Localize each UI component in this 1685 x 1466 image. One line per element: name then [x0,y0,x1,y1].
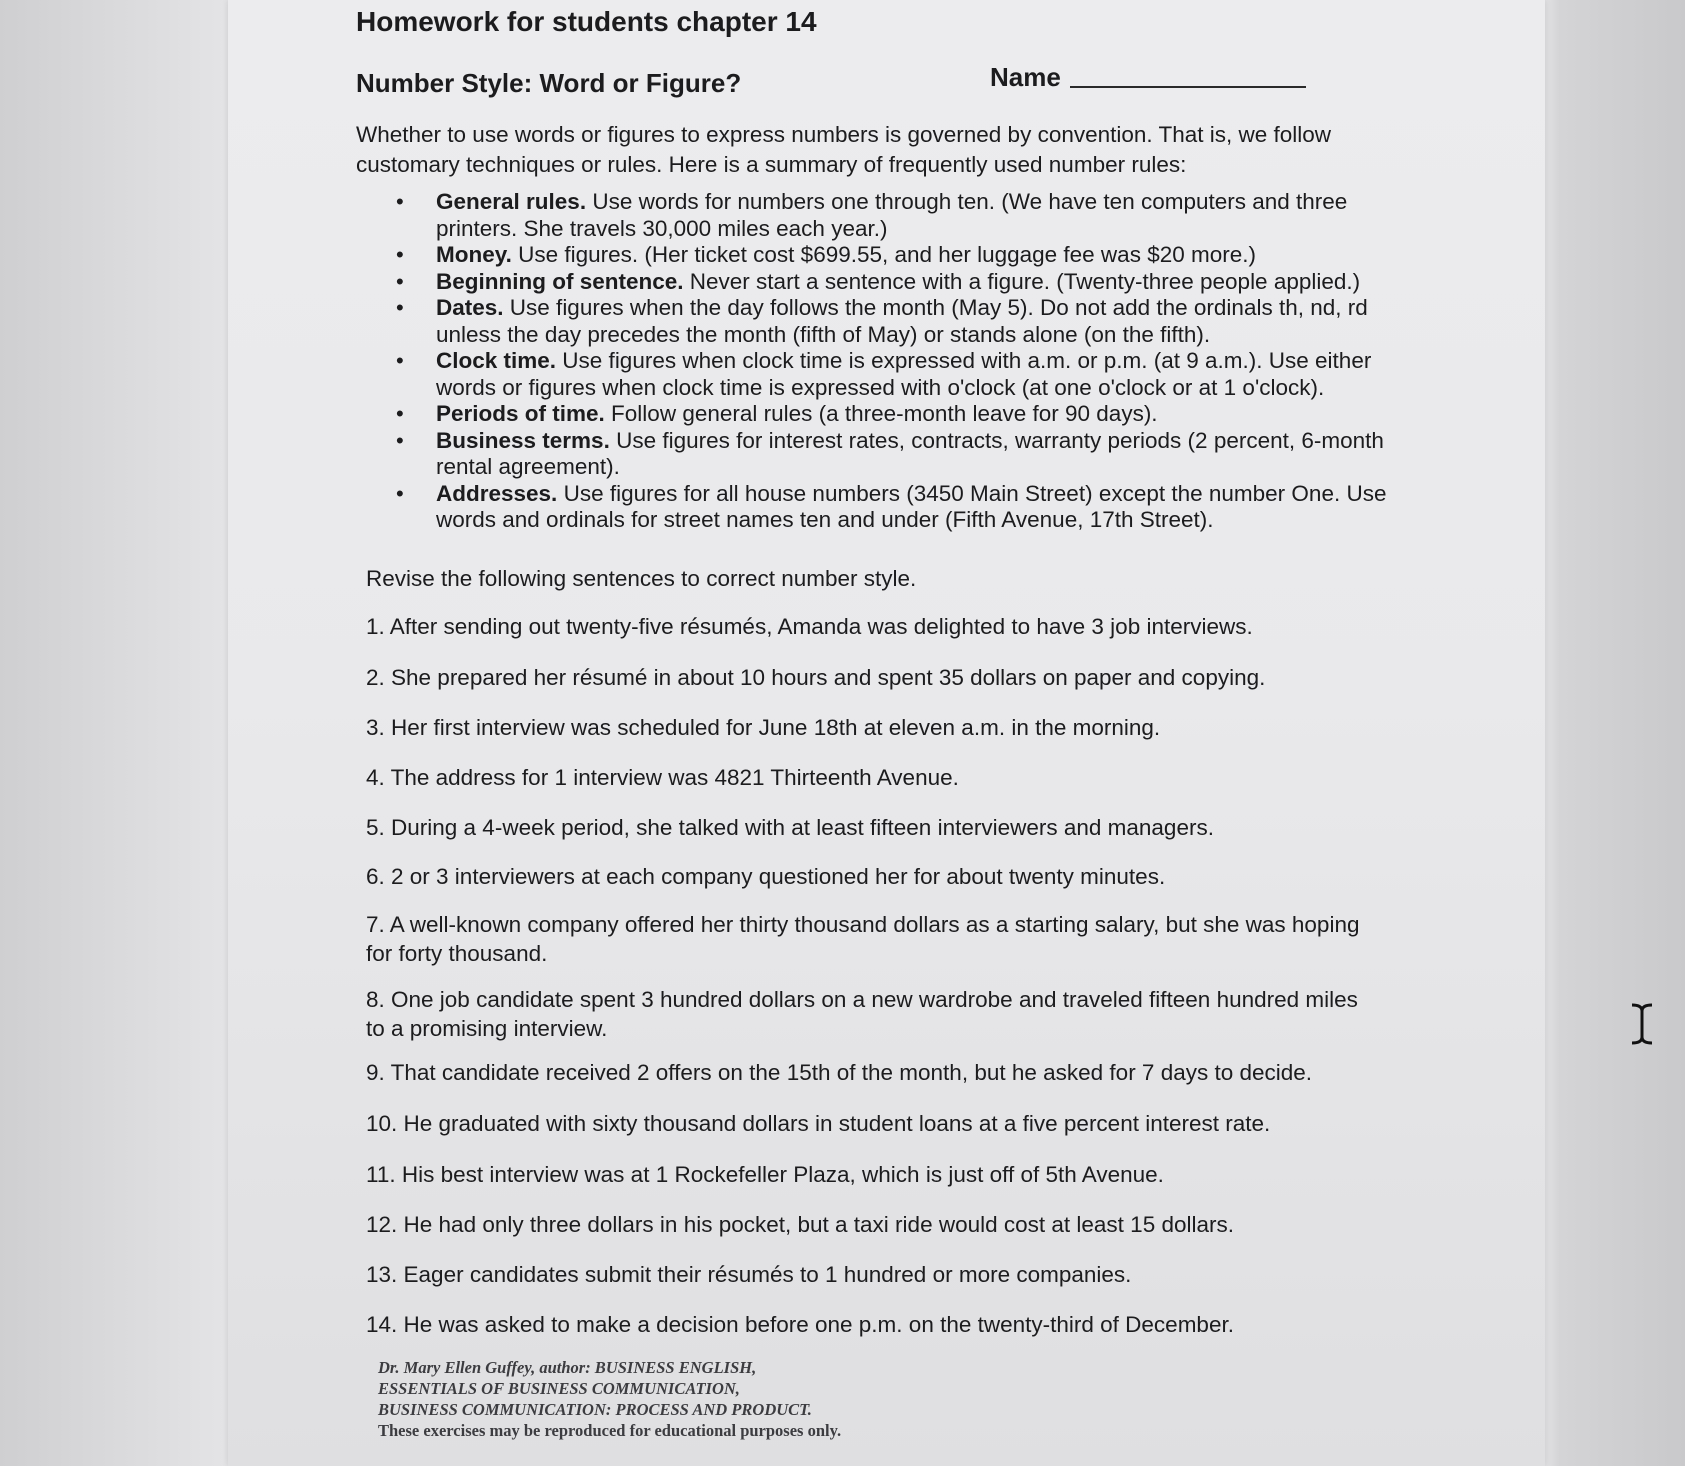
rule-heading: Beginning of sentence. [436,268,684,294]
rule-item [396,427,1406,481]
question-item[interactable]: 6. 2 or 3 interviewers at each company questioned her for about twenty minutes. [366,864,1166,889]
rules-list [396,189,1406,534]
rule-item [396,242,1406,269]
question-item[interactable]: 1. After sending out twenty-five résumés, Amanda was delighted to have 3 job interviews. [366,614,1253,639]
rule-heading: Dates. [436,295,504,320]
bullet-icon: • [396,189,404,214]
author-credit [378,1357,841,1441]
bullet-icon: • [396,480,404,506]
bullet-icon: • [396,295,404,320]
question-item[interactable]: 12. He had only three dollars in his pocket, but a taxi ride would cost at least 15 dollars. [366,1212,1234,1237]
question-item[interactable]: 5. During a 4-week period, she talked with at least fifteen interviewers and managers. [366,815,1214,840]
name-blank-line[interactable] [1070,86,1306,88]
rule-text: Use figures for all house numbers (3450 Main Street) except the number One. Use words and ordinals for street names ten and under (Fifth Avenue, 17th Street). [436,480,1387,532]
bullet-icon: • [396,427,404,453]
rule-item [396,348,1406,401]
rule-text: Use figures. (Her ticket cost $699.55, and her luggage fee was $20 more.) [511,242,1256,267]
credit-line: Dr. Mary Ellen Guffey, author: BUSINESS ENGLISH, [378,1358,757,1377]
rule-text: Never start a sentence with a figure. (Twenty-three people applied.) [683,268,1361,294]
rule-heading: Addresses. [436,480,558,506]
question-item[interactable]: 3. Her first interview was scheduled for June 18th at eleven a.m. in the morning. [366,715,1161,740]
question-item[interactable]: 4. The address for 1 interview was 4821 Thirteenth Avenue. [366,765,959,790]
worksheet-page [228,0,1545,1466]
rule-item [396,480,1406,534]
rule-item [396,401,1406,428]
intro-paragraph: Whether to use words or figures to express numbers is governed by convention. That is, we follow customary techniques or rules. Here is a summary of frequently used number rules: [356,122,1332,177]
bullet-icon: • [396,401,404,426]
question-item[interactable]: 9. That candidate received 2 offers on the 15th of the month, but he asked for 7 days to decide. [366,1060,1313,1085]
bullet-icon: • [396,348,404,373]
instructions-text: Revise the following sentences to correct number style. [366,566,917,591]
rule-heading: Business terms. [436,427,610,453]
question-item[interactable]: 10. He graduated with sixty thousand dollars in student loans at a five percent interest rate. [366,1111,1271,1136]
question-item[interactable]: 8. One job candidate spent 3 hundred dollars on a new wardrobe and traveled fifteen hundred miles to a promising interview. [366,987,1358,1041]
credit-line: These exercises may be reproduced for educational purposes only. [378,1421,842,1440]
rule-text: Follow general rules (a three-month leave for 90 days). [604,401,1158,426]
question-item[interactable]: 7. A well-known company offered her thirty thousand dollars as a starting salary, but she was hoping for forty thousand. [366,912,1360,966]
credit-line: BUSINESS COMMUNICATION: PROCESS AND PRODUCT. [378,1400,812,1419]
name-label: Name [990,62,1061,92]
rule-heading: General rules. [436,189,587,214]
question-item[interactable]: 11. His best interview was at 1 Rockefeller Plaza, which is just off of 5th Avenue. [366,1162,1164,1187]
rule-item [396,268,1406,296]
rule-item [396,189,1406,242]
question-item[interactable]: 13. Eager candidates submit their résumés to 1 hundred or more companies. [366,1262,1132,1287]
rule-text: Use figures when clock time is expressed with a.m. or p.m. (at 9 a.m.). Use either words or figures when clock time is expressed with o'clock (at one o'clock or at 1 o'clock). [436,348,1372,400]
credit-line: ESSENTIALS OF BUSINESS COMMUNICATION, [378,1379,740,1398]
rule-heading: Periods of time. [436,401,605,426]
text-cursor-icon [1628,1002,1656,1046]
bullet-icon: • [396,268,404,294]
bullet-icon: • [396,242,404,267]
page-title: Homework for students chapter 14 [356,6,817,37]
rule-heading: Clock time. [436,348,557,373]
rule-text: Use words for numbers one through ten. (We have ten computers and three printers. She travels 30,000 miles each year.) [436,189,1348,241]
question-item[interactable]: 2. She prepared her résumé in about 10 hours and spent 35 dollars on paper and copying. [366,665,1266,690]
rule-item [396,295,1406,348]
rule-text: Use figures for interest rates, contracts, warranty periods (2 percent, 6-month rental agreement). [436,427,1384,479]
rule-heading: Money. [436,242,512,267]
question-item[interactable]: 14. He was asked to make a decision before one p.m. on the twenty-third of December. [366,1312,1234,1337]
rule-text: Use figures when the day follows the month (May 5). Do not add the ordinals th, nd, rd unless the day precedes the month (fifth of May) or stands alone (on the fifth). [436,295,1368,347]
worksheet-subtitle: Number Style: Word or Figure? [356,68,742,98]
